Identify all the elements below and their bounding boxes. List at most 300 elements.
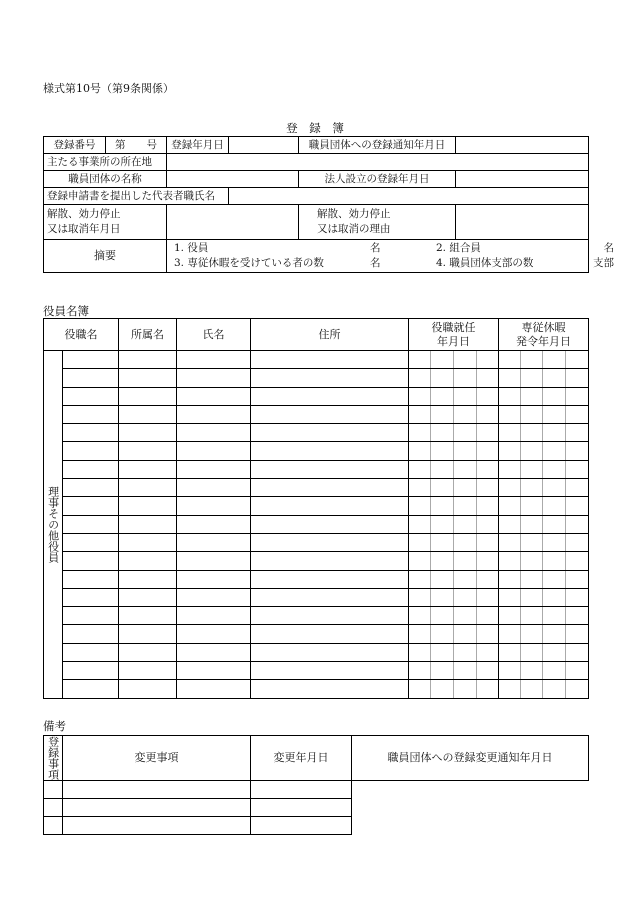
change-notify-cell[interactable] <box>251 817 352 835</box>
summary-item-2: 2. 組合員 <box>436 242 481 255</box>
appointment-date-cell[interactable] <box>409 570 431 588</box>
reg-row-org <box>44 171 589 188</box>
address-cell[interactable] <box>251 497 409 515</box>
name-cell[interactable] <box>177 552 251 570</box>
position-cell[interactable] <box>63 442 119 460</box>
affiliation-cell[interactable] <box>119 643 177 661</box>
appointment-date-cell[interactable] <box>477 405 499 423</box>
leave-date-cell[interactable] <box>566 442 589 460</box>
corp-date-field[interactable] <box>456 171 589 188</box>
appointment-date-cell[interactable] <box>454 497 477 515</box>
address-cell[interactable] <box>251 680 409 698</box>
org-name-field[interactable] <box>167 171 299 188</box>
remarks-row <box>44 817 589 835</box>
leave-date-cell[interactable] <box>543 479 566 497</box>
appointment-date-cell[interactable] <box>454 387 477 405</box>
appointment-date-cell[interactable] <box>431 625 454 643</box>
address-cell[interactable] <box>251 570 409 588</box>
leave-date-cell[interactable] <box>543 351 566 369</box>
remarks-side-cell <box>44 736 63 781</box>
affiliation-cell[interactable] <box>119 460 177 478</box>
appointment-date-cell[interactable] <box>409 515 431 533</box>
leave-date-cell[interactable] <box>543 442 566 460</box>
appointment-date-cell[interactable] <box>431 460 454 478</box>
leave-date-cell[interactable] <box>499 387 521 405</box>
col-name: 氏名 <box>177 319 251 351</box>
representative-label: 登録申請書を提出した代表者職氏名 <box>44 188 229 205</box>
leave-date-cell[interactable] <box>543 570 566 588</box>
affiliation-cell[interactable] <box>119 424 177 442</box>
appointment-date-cell[interactable] <box>477 570 499 588</box>
registration-table <box>43 136 614 273</box>
col-appointment-date-line-2: 年月日 <box>437 334 470 348</box>
reg-row-summary <box>44 240 589 273</box>
address-cell[interactable] <box>251 479 409 497</box>
leave-date-cell[interactable] <box>566 643 589 661</box>
change-date-cell[interactable] <box>63 781 251 799</box>
appointment-date-cell[interactable] <box>409 442 431 460</box>
officers-side-cell <box>44 351 63 699</box>
leave-date-cell[interactable] <box>499 662 521 680</box>
leave-date-cell[interactable] <box>566 570 589 588</box>
appointment-date-cell[interactable] <box>454 424 477 442</box>
leave-date-cell[interactable] <box>543 607 566 625</box>
name-cell[interactable] <box>177 570 251 588</box>
leave-date-cell[interactable] <box>543 533 566 551</box>
leave-date-cell[interactable] <box>521 460 543 478</box>
officer-row <box>44 515 589 533</box>
appointment-date-cell[interactable] <box>431 662 454 680</box>
appointment-date-cell[interactable] <box>431 387 454 405</box>
appointment-date-cell[interactable] <box>431 405 454 423</box>
name-cell[interactable] <box>177 387 251 405</box>
leave-date-cell[interactable] <box>543 643 566 661</box>
dissolution-date-label-line-2: 又は取消年月日 <box>47 223 121 235</box>
remarks-heading: 備考 <box>43 719 66 733</box>
leave-date-cell[interactable] <box>566 662 589 680</box>
leave-date-cell[interactable] <box>521 387 543 405</box>
leave-date-cell[interactable] <box>543 424 566 442</box>
leave-date-cell[interactable] <box>521 351 543 369</box>
leave-date-cell[interactable] <box>566 479 589 497</box>
appointment-date-cell[interactable] <box>454 405 477 423</box>
appointment-date-cell[interactable] <box>409 533 431 551</box>
leave-date-cell[interactable] <box>543 625 566 643</box>
leave-date-cell[interactable] <box>521 442 543 460</box>
affiliation-cell[interactable] <box>119 552 177 570</box>
leave-date-cell[interactable] <box>499 552 521 570</box>
summary-item-1: 1. 役員 <box>174 242 209 255</box>
name-cell[interactable] <box>177 442 251 460</box>
leave-date-cell[interactable] <box>543 387 566 405</box>
appointment-date-cell[interactable] <box>431 442 454 460</box>
remarks-side-label: 登録事項 <box>46 736 60 780</box>
reg-number-value[interactable]: 第 号 <box>106 137 167 154</box>
officer-row <box>44 552 589 570</box>
leave-date-cell[interactable] <box>521 424 543 442</box>
appointment-date-cell[interactable] <box>431 607 454 625</box>
position-cell[interactable] <box>63 680 119 698</box>
position-cell[interactable] <box>63 662 119 680</box>
position-cell[interactable] <box>63 387 119 405</box>
col-leave-date-line-1: 専従休暇 <box>521 320 566 334</box>
appointment-date-cell[interactable] <box>409 405 431 423</box>
representative-field[interactable] <box>229 188 589 205</box>
address-cell[interactable] <box>251 515 409 533</box>
leave-date-cell[interactable] <box>543 662 566 680</box>
appointment-date-cell[interactable] <box>409 625 431 643</box>
appointment-date-cell[interactable] <box>477 607 499 625</box>
change-date-cell[interactable] <box>63 799 251 817</box>
leave-date-cell[interactable] <box>499 351 521 369</box>
leave-date-cell[interactable] <box>566 369 589 387</box>
leave-date-cell[interactable] <box>566 424 589 442</box>
name-cell[interactable] <box>177 533 251 551</box>
leave-date-cell[interactable] <box>521 369 543 387</box>
leave-date-cell[interactable] <box>543 552 566 570</box>
leave-date-cell[interactable] <box>543 369 566 387</box>
address-cell[interactable] <box>251 369 409 387</box>
dissolution-reason-label-line-1: 解散、効力停止 <box>317 208 391 220</box>
leave-date-cell[interactable] <box>543 680 566 698</box>
name-cell[interactable] <box>177 588 251 606</box>
affiliation-cell[interactable] <box>119 497 177 515</box>
leave-date-cell[interactable] <box>521 570 543 588</box>
leave-date-cell[interactable] <box>566 515 589 533</box>
position-cell[interactable] <box>63 460 119 478</box>
appointment-date-cell[interactable] <box>409 497 431 515</box>
officer-row <box>44 680 589 698</box>
office-field[interactable] <box>167 154 589 171</box>
appointment-date-cell[interactable] <box>409 680 431 698</box>
appointment-date-cell[interactable] <box>431 424 454 442</box>
appointment-date-cell[interactable] <box>477 662 499 680</box>
leave-date-cell[interactable] <box>499 680 521 698</box>
address-cell[interactable] <box>251 662 409 680</box>
officer-row <box>44 424 589 442</box>
leave-date-cell[interactable] <box>521 497 543 515</box>
position-cell[interactable] <box>63 405 119 423</box>
appointment-date-cell[interactable] <box>454 533 477 551</box>
appointment-date-cell[interactable] <box>454 552 477 570</box>
name-cell[interactable] <box>177 424 251 442</box>
appointment-date-cell[interactable] <box>454 643 477 661</box>
name-cell[interactable] <box>177 643 251 661</box>
appointment-date-cell[interactable] <box>454 680 477 698</box>
appointment-date-cell[interactable] <box>454 460 477 478</box>
leave-date-cell[interactable] <box>499 405 521 423</box>
affiliation-cell[interactable] <box>119 369 177 387</box>
name-cell[interactable] <box>177 405 251 423</box>
position-cell[interactable] <box>63 533 119 551</box>
reg-row-number <box>44 137 589 154</box>
name-cell[interactable] <box>177 369 251 387</box>
appointment-date-cell[interactable] <box>431 369 454 387</box>
leave-date-cell[interactable] <box>521 405 543 423</box>
affiliation-cell[interactable] <box>119 405 177 423</box>
affiliation-cell[interactable] <box>119 442 177 460</box>
summary-item-4: 4. 職員団体支部の数 <box>436 257 534 269</box>
leave-date-cell[interactable] <box>521 479 543 497</box>
position-cell[interactable] <box>63 497 119 515</box>
leave-date-cell[interactable] <box>521 515 543 533</box>
leave-date-cell[interactable] <box>566 533 589 551</box>
summary-item-1-unit: 名 <box>370 242 381 255</box>
position-cell[interactable] <box>63 552 119 570</box>
appointment-date-cell[interactable] <box>454 442 477 460</box>
address-cell[interactable] <box>251 625 409 643</box>
leave-date-cell[interactable] <box>566 497 589 515</box>
appointment-date-cell[interactable] <box>431 479 454 497</box>
leave-date-cell[interactable] <box>566 405 589 423</box>
leave-date-cell[interactable] <box>521 662 543 680</box>
dissolution-reason-label-line-2: 又は取消の理由 <box>317 223 391 235</box>
leave-date-cell[interactable] <box>566 680 589 698</box>
address-cell[interactable] <box>251 460 409 478</box>
leave-date-cell[interactable] <box>499 515 521 533</box>
officer-row <box>44 588 589 606</box>
appointment-date-cell[interactable] <box>477 625 499 643</box>
address-cell[interactable] <box>251 351 409 369</box>
summary-grid <box>170 242 614 269</box>
position-cell[interactable] <box>63 570 119 588</box>
position-cell[interactable] <box>63 588 119 606</box>
leave-date-cell[interactable] <box>499 479 521 497</box>
appointment-date-cell[interactable] <box>431 552 454 570</box>
leave-date-cell[interactable] <box>499 588 521 606</box>
change-item-cell[interactable] <box>44 817 63 835</box>
address-cell[interactable] <box>251 424 409 442</box>
name-cell[interactable] <box>177 662 251 680</box>
remarks-row <box>44 799 589 817</box>
form-caption: 様式第10号（第9条関係） <box>43 82 174 95</box>
appointment-date-cell[interactable] <box>454 607 477 625</box>
appointment-date-cell[interactable] <box>431 351 454 369</box>
position-cell[interactable] <box>63 515 119 533</box>
change-notify-cell[interactable] <box>251 799 352 817</box>
appointment-date-cell[interactable] <box>454 625 477 643</box>
leave-date-cell[interactable] <box>521 533 543 551</box>
affiliation-cell[interactable] <box>119 479 177 497</box>
affiliation-cell[interactable] <box>119 662 177 680</box>
position-cell[interactable] <box>63 369 119 387</box>
officer-row <box>44 479 589 497</box>
leave-date-cell[interactable] <box>521 625 543 643</box>
appointment-date-cell[interactable] <box>454 662 477 680</box>
name-cell[interactable] <box>177 460 251 478</box>
appointment-date-cell[interactable] <box>409 552 431 570</box>
summary-item-4-unit: 支部 <box>593 257 614 269</box>
dissolution-date-field[interactable] <box>167 205 299 240</box>
reg-date-field[interactable] <box>229 137 299 154</box>
leave-date-cell[interactable] <box>499 369 521 387</box>
corp-date-label: 法人設立の登録年月日 <box>299 171 456 188</box>
affiliation-cell[interactable] <box>119 351 177 369</box>
appointment-date-cell[interactable] <box>409 460 431 478</box>
col-leave-date-line-2: 発令年月日 <box>516 334 571 348</box>
officer-row <box>44 369 589 387</box>
officer-row <box>44 351 589 369</box>
affiliation-cell[interactable] <box>119 515 177 533</box>
appointment-date-cell[interactable] <box>477 479 499 497</box>
appointment-date-cell[interactable] <box>454 479 477 497</box>
change-item-cell[interactable] <box>44 781 63 799</box>
leave-date-cell[interactable] <box>521 588 543 606</box>
position-cell[interactable] <box>63 351 119 369</box>
appointment-date-cell[interactable] <box>409 479 431 497</box>
leave-date-cell[interactable] <box>566 351 589 369</box>
col-address: 住所 <box>251 319 409 351</box>
affiliation-cell[interactable] <box>119 570 177 588</box>
leave-date-cell[interactable] <box>543 460 566 478</box>
leave-date-cell[interactable] <box>499 570 521 588</box>
appointment-date-cell[interactable] <box>431 643 454 661</box>
name-cell[interactable] <box>177 479 251 497</box>
appointment-date-cell[interactable] <box>477 369 499 387</box>
officer-row <box>44 643 589 661</box>
change-date-cell[interactable] <box>63 817 251 835</box>
appointment-date-cell[interactable] <box>454 588 477 606</box>
col-appointment-date-line-1: 役職就任 <box>431 320 476 334</box>
dissolution-reason-field[interactable] <box>456 205 589 240</box>
appointment-date-cell[interactable] <box>477 680 499 698</box>
leave-date-cell[interactable] <box>499 533 521 551</box>
name-cell[interactable] <box>177 515 251 533</box>
name-cell[interactable] <box>177 625 251 643</box>
address-cell[interactable] <box>251 643 409 661</box>
appointment-date-cell[interactable] <box>409 387 431 405</box>
name-cell[interactable] <box>177 607 251 625</box>
appointment-date-cell[interactable] <box>431 497 454 515</box>
affiliation-cell[interactable] <box>119 625 177 643</box>
officer-row <box>44 607 589 625</box>
position-cell[interactable] <box>63 643 119 661</box>
appointment-date-cell[interactable] <box>454 570 477 588</box>
document-title: 登 録 簿 <box>286 121 344 135</box>
leave-date-cell[interactable] <box>543 588 566 606</box>
appointment-date-cell[interactable] <box>477 497 499 515</box>
leave-date-cell[interactable] <box>566 387 589 405</box>
position-cell[interactable] <box>63 479 119 497</box>
leave-date-cell[interactable] <box>566 625 589 643</box>
officers-table <box>43 318 589 699</box>
leave-date-cell[interactable] <box>499 607 521 625</box>
leave-date-cell[interactable] <box>566 607 589 625</box>
address-cell[interactable] <box>251 552 409 570</box>
appointment-date-cell[interactable] <box>431 515 454 533</box>
affiliation-cell[interactable] <box>119 533 177 551</box>
appointment-date-cell[interactable] <box>409 424 431 442</box>
remarks-table <box>43 735 589 835</box>
address-cell[interactable] <box>251 405 409 423</box>
leave-date-cell[interactable] <box>521 607 543 625</box>
address-cell[interactable] <box>251 442 409 460</box>
position-cell[interactable] <box>63 607 119 625</box>
affiliation-cell[interactable] <box>119 588 177 606</box>
appointment-date-cell[interactable] <box>454 369 477 387</box>
appointment-date-cell[interactable] <box>409 351 431 369</box>
appointment-date-cell[interactable] <box>477 387 499 405</box>
leave-date-cell[interactable] <box>499 625 521 643</box>
appointment-date-cell[interactable] <box>409 607 431 625</box>
notify-date-label: 職員団体への登録通知年月日 <box>299 137 456 154</box>
officers-heading: 役員名簿 <box>43 304 89 318</box>
appointment-date-cell[interactable] <box>454 515 477 533</box>
appointment-date-cell[interactable] <box>477 643 499 661</box>
summary-content <box>167 240 614 273</box>
officers-body <box>44 351 589 699</box>
appointment-date-cell[interactable] <box>431 588 454 606</box>
affiliation-cell[interactable] <box>119 387 177 405</box>
officers-side-label: 理事その他役員 <box>46 485 60 563</box>
appointment-date-cell[interactable] <box>477 424 499 442</box>
appointment-date-cell[interactable] <box>409 588 431 606</box>
change-notify-cell[interactable] <box>251 781 352 799</box>
appointment-date-cell[interactable] <box>477 515 499 533</box>
appointment-date-cell[interactable] <box>409 662 431 680</box>
reg-number-label: 登録番号 <box>44 137 106 154</box>
leave-date-cell[interactable] <box>566 588 589 606</box>
col-affiliation: 所属名 <box>119 319 177 351</box>
address-cell[interactable] <box>251 607 409 625</box>
leave-date-cell[interactable] <box>499 497 521 515</box>
appointment-date-cell[interactable] <box>431 680 454 698</box>
appointment-date-cell[interactable] <box>477 442 499 460</box>
appointment-date-cell[interactable] <box>454 351 477 369</box>
address-cell[interactable] <box>251 533 409 551</box>
change-item-cell[interactable] <box>44 799 63 817</box>
appointment-date-cell[interactable] <box>477 588 499 606</box>
leave-date-cell[interactable] <box>499 424 521 442</box>
leave-date-cell[interactable] <box>521 552 543 570</box>
address-cell[interactable] <box>251 588 409 606</box>
appointment-date-cell[interactable] <box>431 570 454 588</box>
appointment-date-cell[interactable] <box>477 351 499 369</box>
reg-row-office <box>44 154 589 171</box>
leave-date-cell[interactable] <box>499 643 521 661</box>
appointment-date-cell[interactable] <box>477 533 499 551</box>
leave-date-cell[interactable] <box>566 552 589 570</box>
affiliation-cell[interactable] <box>119 607 177 625</box>
name-cell[interactable] <box>177 680 251 698</box>
appointment-date-cell[interactable] <box>477 552 499 570</box>
officer-row <box>44 662 589 680</box>
name-cell[interactable] <box>177 497 251 515</box>
leave-date-cell[interactable] <box>521 643 543 661</box>
leave-date-cell[interactable] <box>543 515 566 533</box>
officers-header-row <box>44 319 589 351</box>
appointment-date-cell[interactable] <box>477 460 499 478</box>
appointment-date-cell[interactable] <box>409 369 431 387</box>
dissolution-date-label <box>44 205 167 240</box>
notify-date-field[interactable] <box>456 137 589 154</box>
appointment-date-cell[interactable] <box>409 643 431 661</box>
leave-date-cell[interactable] <box>499 442 521 460</box>
leave-date-cell[interactable] <box>499 460 521 478</box>
leave-date-cell[interactable] <box>543 405 566 423</box>
address-cell[interactable] <box>251 387 409 405</box>
col-appointment-date <box>409 319 499 351</box>
leave-date-cell[interactable] <box>566 460 589 478</box>
appointment-date-cell[interactable] <box>431 533 454 551</box>
affiliation-cell[interactable] <box>119 680 177 698</box>
leave-date-cell[interactable] <box>543 497 566 515</box>
summary-label: 摘要 <box>44 240 167 273</box>
position-cell[interactable] <box>63 424 119 442</box>
leave-date-cell[interactable] <box>521 680 543 698</box>
name-cell[interactable] <box>177 351 251 369</box>
position-cell[interactable] <box>63 625 119 643</box>
